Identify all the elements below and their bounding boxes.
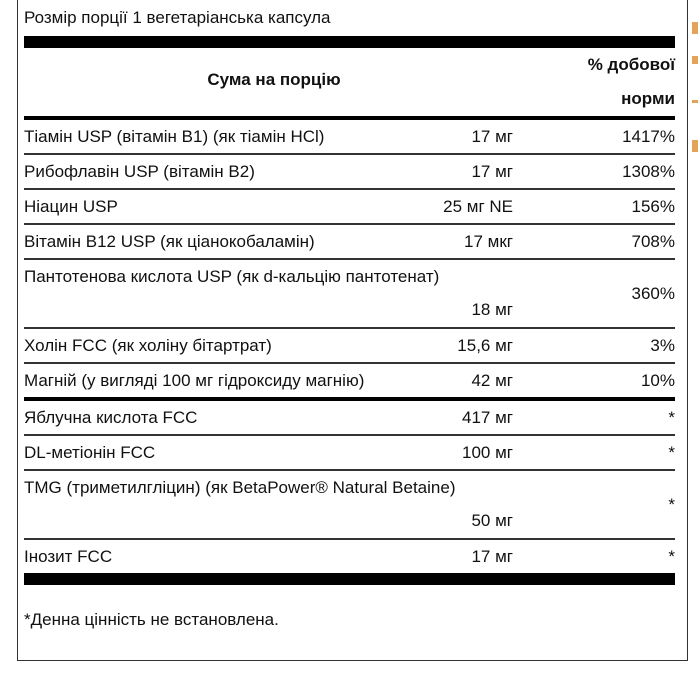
dv-line2: норми (621, 89, 675, 108)
daily-value-percent: 10% (640, 371, 675, 390)
serving-size: Розмір порції 1 вегетаріанська капсула (24, 8, 331, 27)
table-row (24, 401, 675, 436)
side-mark (692, 140, 698, 152)
nutrient-name: Пантотенова кислота USP (як d-кальцію пантотенат) (24, 267, 440, 286)
nutrient-amount: 15,6 мг (457, 336, 513, 355)
nutrient-amount: 17 мкг (464, 232, 513, 251)
nutrient-name: Яблучна кислота FCC (24, 408, 198, 427)
divider-bar (24, 573, 675, 585)
table-row (24, 471, 675, 540)
table-row (24, 540, 675, 573)
nutrient-amount: 25 мг NE (443, 197, 513, 216)
daily-value-header (588, 48, 675, 116)
nutrient-amount: 42 мг (471, 371, 513, 390)
daily-value-percent: 156% (631, 197, 675, 216)
nutrient-name: Тіамін USP (вітамін B1) (як тіамін HCl) (24, 127, 325, 146)
nutrient-name: Магній (у вигляді 100 мг гідроксиду магнію) (24, 371, 365, 390)
nutrient-name: Інозит FCC (24, 547, 113, 566)
side-mark (692, 56, 698, 64)
nutrient-name: Холін FCC (як холіну бітартрат) (24, 336, 272, 355)
side-mark (692, 100, 698, 103)
nutrient-amount: 17 мг (471, 162, 513, 181)
table-row (24, 436, 675, 471)
daily-value-percent: * (668, 547, 675, 566)
side-mark (692, 22, 698, 34)
daily-value-percent: * (668, 495, 675, 514)
nutrient-name: TMG (триметилгліцин) (як BetaPower® Natural Betaine) (24, 478, 456, 497)
nutrient-amount: 17 мг (471, 127, 513, 146)
supplement-facts-panel (17, 0, 688, 661)
nutrient-amount: 17 мг (471, 547, 513, 566)
nutrient-amount: 417 мг (462, 408, 513, 427)
daily-value-percent: 1417% (622, 127, 675, 146)
table-row (24, 155, 675, 190)
daily-value-percent: * (668, 408, 675, 427)
divider-bar (24, 36, 675, 48)
table-row (24, 329, 675, 364)
footnote: *Денна цінність не встановлена. (24, 610, 279, 629)
nutrient-name: Ніацин USP (24, 197, 118, 216)
table-header (24, 48, 675, 120)
nutrient-name: Вітамін B12 USP (як ціанокобаламін) (24, 232, 315, 251)
daily-value-percent: 1308% (622, 162, 675, 181)
nutrient-name: Рибофлавін USP (вітамін B2) (24, 162, 255, 181)
daily-value-percent: 360% (631, 284, 675, 303)
daily-value-percent: 3% (650, 336, 675, 355)
daily-value-percent: * (668, 443, 675, 462)
table-row (24, 364, 675, 401)
amount-per-serving-header: Сума на порцію (207, 70, 341, 89)
table-row (24, 120, 675, 155)
table-row (24, 190, 675, 225)
nutrient-amount: 50 мг (471, 511, 513, 530)
dv-line1: % добової (587, 55, 675, 74)
table-row (24, 225, 675, 260)
table-row (24, 260, 675, 329)
nutrient-name: DL-метіонін FCC (24, 443, 156, 462)
daily-value-percent: 708% (631, 232, 675, 251)
nutrient-amount: 18 мг (471, 300, 513, 319)
nutrient-amount: 100 мг (462, 443, 513, 462)
